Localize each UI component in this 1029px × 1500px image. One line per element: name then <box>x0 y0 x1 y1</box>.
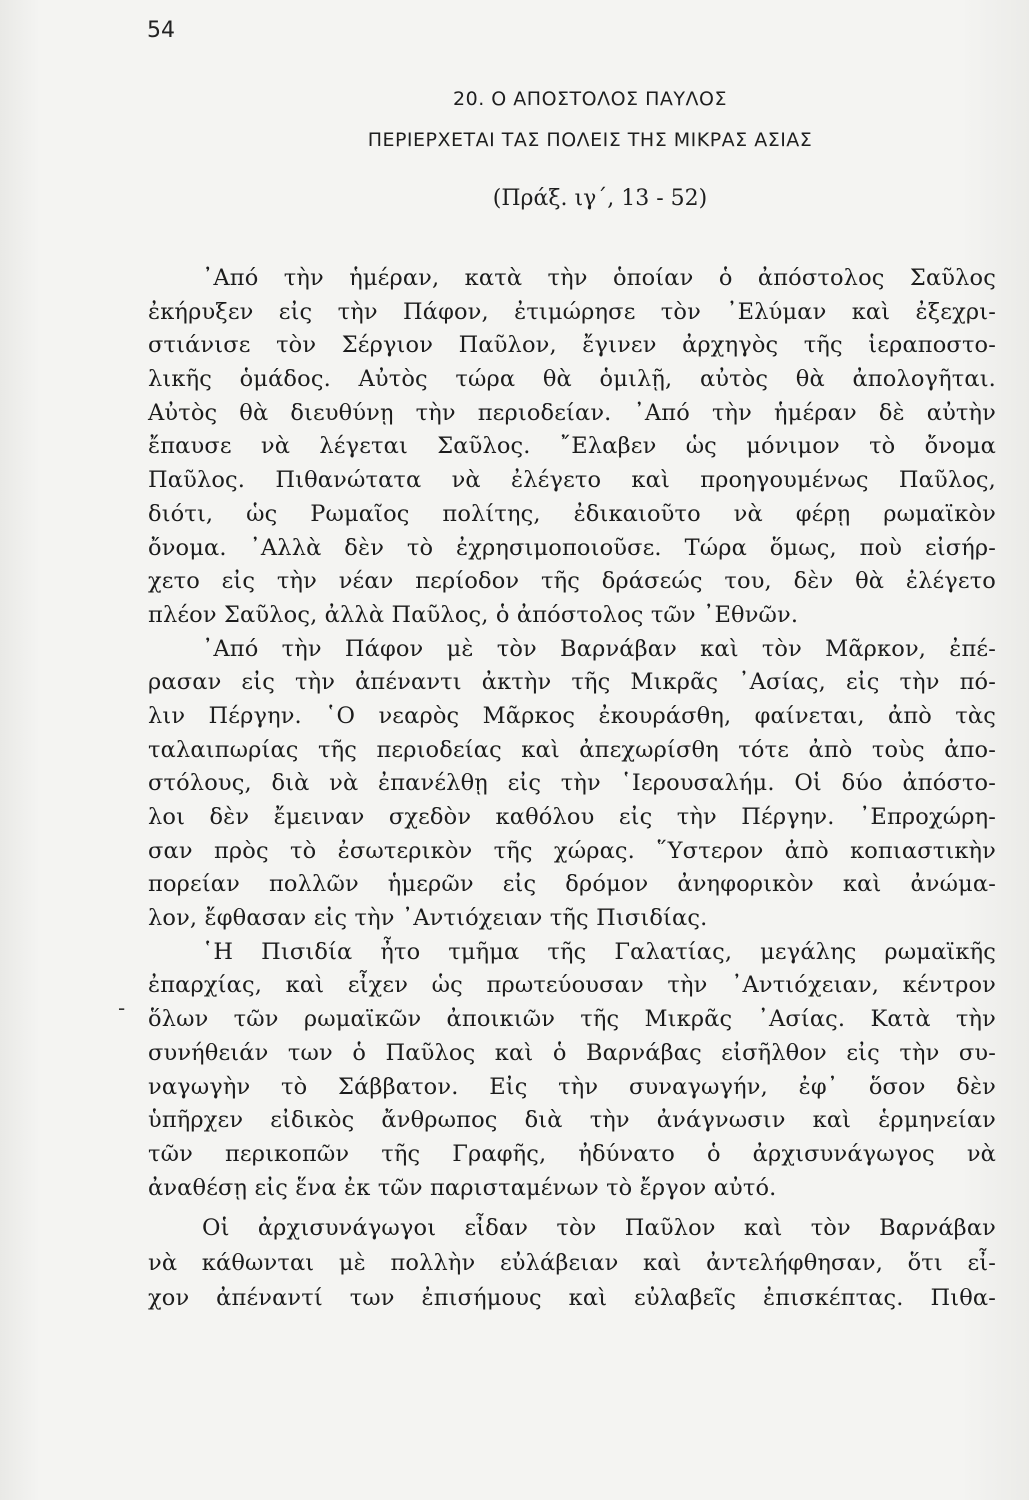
text-line: χον ἀπέναντί των ἐπισήμους καὶ εὐλαβεῖς ἐπισκέπτας. Πιθα- <box>148 1285 996 1312</box>
chapter-title: 20. Ο ΑΠΟΣΤΟΛΟΣ ΠΑΥΛΟΣ <box>453 88 727 110</box>
text-line: ρασαν εἰς τὴν ἀπέναντι ἀκτὴν τῆς Μικρᾶς ᾿Ασίας, εἰς τὴν πό- <box>148 669 996 696</box>
text-line: λιν Πέργην. ῾Ο νεαρὸς Μᾶρκος ἐκουράσθη, φαίνεται, ἀπὸ τὰς <box>148 702 996 729</box>
text-line: Παῦλος. Πιθανώτατα νὰ ἐλέγετο καὶ προηγουμένως Παῦλος, <box>148 467 996 494</box>
chapter-subtitle: ΠΕΡΙΕΡΧΕΤΑΙ ΤΑΣ ΠΟΛΕΙΣ ΤΗΣ ΜΙΚΡΑΣ ΑΣΙΑΣ <box>367 129 813 151</box>
paragraph <box>148 262 996 633</box>
text-line: λον, ἔφθασαν εἰς τὴν ᾿Αντιόχειαν τῆς Πισιδίας. <box>148 905 708 932</box>
text-line: σαν πρὸς τὸ ἐσωτερικὸν τῆς χώρας. ῞Υστερον ἀπὸ κοπιαστικὴν <box>148 837 996 864</box>
text-line: ἀναθέσῃ εἰς ἕνα ἐκ τῶν παρισταμένων τὸ ἔργον αὐτό. <box>148 1174 777 1201</box>
text-line: στιάνισε τὸν Σέργιον Παῦλον, ἔγινεν ἀρχηγὸς τῆς ἱεραποστο- <box>148 332 996 359</box>
text-line: Οἱ ἀρχισυνάγωγοι εἶδαν τὸν Παῦλον καὶ τὸν Βαρνάβαν <box>202 1215 996 1242</box>
text-line: στόλους, διὰ νὰ ἐπανέλθῃ εἰς τὴν ῾Ιερουσαλήμ. Οἱ δύο ἀπόστο- <box>148 770 996 797</box>
paragraph <box>148 1211 996 1316</box>
text-line: ῾Η Πισιδία ἦτο τμῆμα τῆς Γαλατίας, μεγάλης ρωμαϊκῆς <box>202 938 996 965</box>
text-line: διότι, ὡς Ρωμαῖος πολίτης, ἐδικαιοῦτο νὰ φέρῃ ρωμαϊκὸν <box>148 500 996 527</box>
text-line: συνήθειάν των ὁ Παῦλος καὶ ὁ Βαρνάβας εἰσῆλθον εἰς τὴν συ- <box>148 1039 996 1066</box>
text-line: πορείαν πολλῶν ἡμερῶν εἰς δρόμον ἀνηφορικὸν καὶ ἀνώμα- <box>148 871 996 898</box>
page-number: 54 <box>147 18 175 43</box>
text-line: χετο εἰς τὴν νέαν περίοδον τῆς δράσεώς του, δὲν θὰ ἐλέγετο <box>148 568 996 595</box>
text-line: ὄνομα. ᾿Αλλὰ δὲν τὸ ἐχρησιμοποιοῦσε. Τώρα ὅμως, ποὺ εἰσήρ- <box>148 534 996 561</box>
text-line: νὰ κάθωνται μὲ πολλὴν εὐλάβειαν καὶ ἀντελήφθησαν, ὅτι εἶ- <box>148 1250 996 1277</box>
body-text <box>148 262 996 1316</box>
text-line: πλέον Σαῦλος, ἀλλὰ Παῦλος, ὁ ἀπόστολος τῶν ᾿Εθνῶν. <box>148 601 799 628</box>
paragraph <box>148 936 996 1206</box>
text-line: ἔπαυσε νὰ λέγεται Σαῦλος. ῎Ελαβεν ὡς μόνιμον τὸ ὄνομα <box>148 433 996 460</box>
text-line: ναγωγὴν τὸ Σάββατον. Εἰς τὴν συναγωγήν, ἐφ᾿ ὅσον δὲν <box>148 1073 996 1100</box>
margin-mark: - <box>118 996 126 1020</box>
text-line: τῶν περικοπῶν τῆς Γραφῆς, ἠδύνατο ὁ ἀρχισυνάγωγος νὰ <box>148 1140 996 1167</box>
paragraph <box>148 633 996 936</box>
text-line: ταλαιπωρίας τῆς περιοδείας καὶ ἀπεχωρίσθη τότε ἀπὸ τοὺς ἀπο- <box>148 736 996 763</box>
text-line: λοι δὲν ἔμειναν σχεδὸν καθόλου εἰς τὴν Πέργην. ᾿Επροχώρη- <box>148 804 996 830</box>
text-line: ὑπῆρχεν εἰδικὸς ἄνθρωπος διὰ τὴν ἀνάγνωσιν καὶ ἑρμηνείαν <box>148 1107 996 1134</box>
text-line: Αὐτὸς θὰ διευθύνῃ τὴν περιοδείαν. ᾿Από τὴν ἡμέραν δὲ αὐτὴν <box>148 399 996 426</box>
text-line: ᾿Από τὴν ἡμέραν, κατὰ τὴν ὁποίαν ὁ ἀπόστολος Σαῦλος <box>202 265 996 291</box>
text-line: ὅλων τῶν ρωμαϊκῶν ἀποικιῶν τῆς Μικρᾶς ᾿Ασίας. Κατὰ τὴν <box>148 1006 996 1033</box>
text-line: ἐπαρχίας, καὶ εἶχεν ὡς πρωτεύουσαν τὴν ᾿Αντιόχειαν, κέντρον <box>148 972 996 999</box>
text-line: ἐκήρυξεν εἰς τὴν Πάφον, ἐτιμώρησε τὸν ᾿Ελύμαν καὶ ἐξεχρι- <box>148 298 996 325</box>
scripture-reference: (Πράξ. ιγ΄, 13 - 52) <box>492 186 708 211</box>
text-line: λικῆς ὁμάδος. Αὐτὸς τώρα θὰ ὁμιλῇ, αὐτὸς θὰ ἀπολογῆται. <box>148 366 996 393</box>
text-line: ᾿Από τὴν Πάφον μὲ τὸν Βαρνάβαν καὶ τὸν Μᾶρκον, ἐπέ- <box>202 635 996 662</box>
